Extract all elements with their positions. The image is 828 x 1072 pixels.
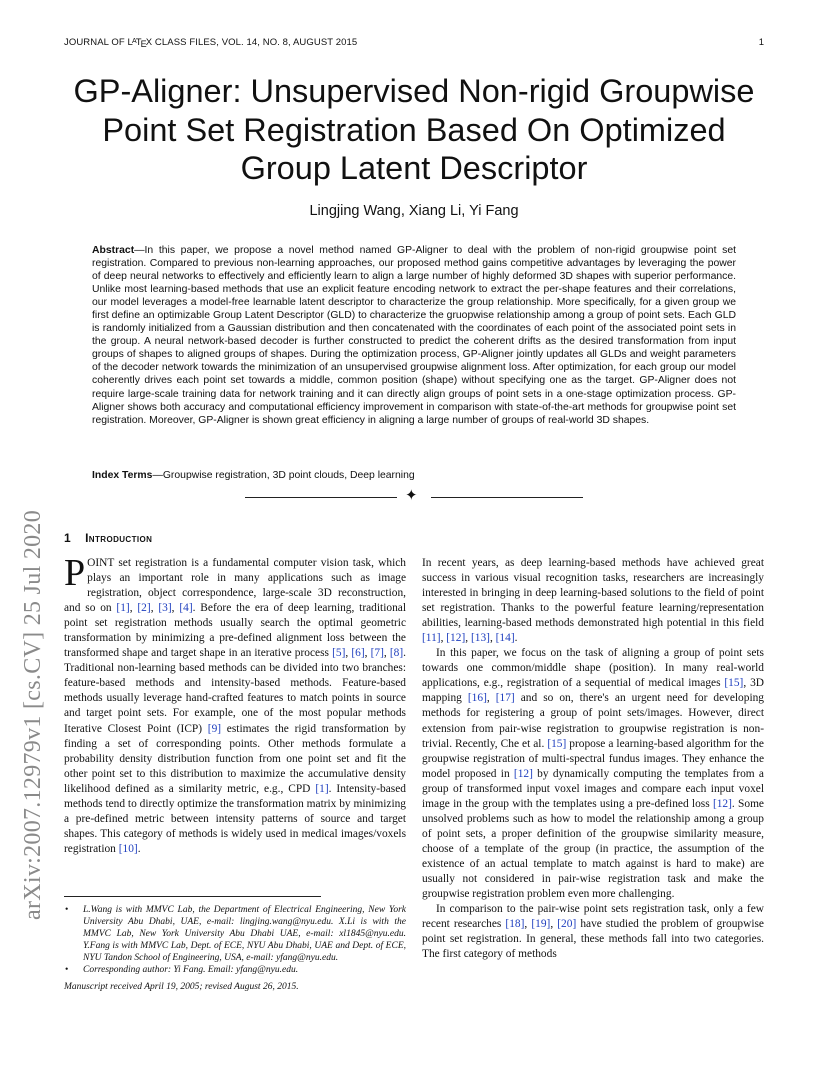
right-column bbox=[422, 556, 764, 962]
citation-link[interactable]: [15] bbox=[547, 737, 567, 750]
divider-star-icon: ✦ bbox=[405, 488, 418, 504]
index-terms-label: Index Terms bbox=[92, 470, 153, 481]
citation-link[interactable]: [6] bbox=[351, 647, 365, 660]
section-divider bbox=[245, 490, 585, 504]
abstract bbox=[92, 244, 736, 427]
intro-paragraph: POINT set registration is a fundamental computer vision task, which plays an important role in many applications such as image registration, object correspondence, large-scale 3D reconstruction, and so on [1], [2], [3], [4]. Before the era of deep learning, traditional point set registration methods usually search the optimal geometric transformation by minimizing a pre-defined alignment loss between the transformed shape and target shape in an iterative process [5], [6], [7], [8]. Traditional non-learning based methods can be divided into two branches: feature-based methods and intensity-based methods. Feature-based methods usually leverage hand-crafted features to match points in source and target point sets. For example, one of the most popular methods Iterative Closest Point (ICP) [9] estimates the rigid transformation by finding a set of corresponding points. Other methods formulate a probability density distribution function from one point set and fit the other point set to this distribution to maximize the accumulative density likelihood defined as a similarity metric, e.g., CPD [1]. Intensity-based methods tend to directly optimize the transformation matrix by minimizing a pre-defined metric between intensity patterns of source and target shapes. This category of methods is widely used in medical images/voxels registration [10]. bbox=[64, 552, 406, 855]
citation-link[interactable]: [16] bbox=[467, 692, 487, 705]
citation-link[interactable]: [12] bbox=[513, 767, 533, 780]
citation-link[interactable]: [10] bbox=[118, 842, 138, 855]
citation-link[interactable]: [14] bbox=[495, 632, 515, 645]
drop-cap: P bbox=[64, 552, 86, 594]
citation-link[interactable]: [7] bbox=[370, 647, 384, 660]
citation-link[interactable]: [12] bbox=[446, 632, 466, 645]
bullet-icon: • bbox=[65, 965, 69, 975]
citation-link[interactable]: [15] bbox=[724, 677, 744, 690]
footnote-rule bbox=[64, 896, 321, 897]
section-number: 1 bbox=[64, 531, 72, 545]
citation-link[interactable]: [5] bbox=[332, 647, 346, 660]
footnote-affiliations: • L.Wang is with MMVC Lab, the Department of Electrical Engineering, New York University Abu Dhabi, UAE, e-mail: lingjing.wang@nyu.edu. X.Li is with the MMVC Lab, New York University Abu Dhabi UAE, e-mail: xl1845@nyu.edu. Y.Fang is with MMVC Lab, Dept. of ECE, NYU Abu Dhabi, UAE and Dept. of ECE, NYU Tandon School of Engineering, USA, e-mail: yfang@nyu.edu. bbox=[65, 905, 406, 963]
left-column bbox=[64, 552, 406, 857]
body-paragraph: In comparison to the pair-wise point sets registration task, only a few recent researches [18], [19], [20] have studied the problem of groupwise point set registration. In general, these methods fall into two categories. The first category of methods bbox=[422, 903, 764, 961]
citation-link[interactable]: [20] bbox=[557, 918, 577, 931]
index-terms bbox=[92, 470, 736, 481]
citation-link[interactable]: [8] bbox=[389, 647, 404, 660]
page-number: 1 bbox=[758, 37, 764, 48]
citation-link[interactable]: [9] bbox=[207, 722, 222, 735]
citation-link[interactable]: [2] bbox=[137, 602, 151, 615]
citation-link[interactable]: [1] bbox=[315, 782, 329, 795]
divider-line-right bbox=[431, 497, 583, 498]
citation-link[interactable]: [11] bbox=[422, 632, 441, 645]
footnotes bbox=[64, 904, 406, 993]
body-paragraph: In this paper, we focus on the task of aligning a group of point sets towards one common/middle shape (position). In many real-world applications, e.g., registration of a sequential of medical images [15], 3D mapping [16], [17] and so on, there's an urgent need for developing methods for registering a group of point sets/images. However, direct extension from pair-wise registration to groupwise registration is non-trivial. Recently, Che et al. [15] propose a learning-based algorithm for the groupwise registration of multi-spectral fundus images. They enhance the model proposed in [12] by dynamically computing the templates from a group of transformed input voxel images and compare each input voxel image in the group with the templates using a pre-defined loss [12]. Some unsolved problems such as how to model the relationship among a group of point sets, a proper definition of the groupwise similarity measure, choose of a template of the group (in practice, the assumption of the existence of an actual template to match against is hard to make) are usually not considered in pair-wise registration task and make the groupwise registration problem even more challenging. bbox=[422, 647, 765, 901]
citation-link[interactable]: [3] bbox=[158, 602, 172, 615]
body-paragraph: In recent years, as deep learning-based methods have achieved great success in various visual recognition tasks, researchers are increasingly interested in bringing in deep learning-based solutions to the field of point set registration. Thanks to the powerful feature learning/representation abilities, learning-based methods demonstrated high potential in this field [11], [12], [13], [14]. bbox=[422, 557, 764, 645]
footnote-corresponding-author: • Corresponding author: Yi Fang. Email: yfang@nyu.edu. bbox=[65, 965, 299, 975]
paper-title: GP-Aligner: Unsupervised Non-rigid Groupwise Point Set Registration Based On Optimized Group Latent Descriptor bbox=[73, 73, 755, 186]
citation-link[interactable]: [1] bbox=[116, 602, 130, 615]
citation-link[interactable]: [13] bbox=[470, 632, 490, 645]
section-heading bbox=[64, 531, 152, 545]
bullet-icon: • bbox=[65, 905, 69, 915]
manuscript-dates: Manuscript received April 19, 2005; revised August 26, 2015. bbox=[64, 982, 299, 992]
citation-link[interactable]: [12] bbox=[712, 797, 732, 810]
divider-line-left bbox=[245, 497, 397, 498]
citation-link[interactable]: [19] bbox=[531, 918, 551, 931]
index-terms-text: —Groupwise registration, 3D point clouds, Deep learning bbox=[152, 470, 415, 481]
author-list: Lingjing Wang, Xiang Li, Yi Fang bbox=[309, 203, 519, 219]
abstract-text: —In this paper, we propose a novel method named GP-Aligner to deal with the problem of non-rigid groupwise point set registration. Compared to previous non-learning approaches, our proposed method gains competitive advantages by leveraging the power of deep neural networks to effectively and efficiently learn to align a large number of highly deformed 3D shapes with superior performance. Unlike most learning-based methods that use an explicit feature encoding network to extract the per-shape features and their correlations, our model leverages a model-free learnable latent descriptor to characterize the group relationship. More specifically, for a given group we first define an optimizable Group Latent Descriptor (GLD) to characterize the gruopwise relationship among a group of point sets. Each GLD is randomly initialized from a Gaussian distribution and then concatenated with the coordinates of each point of the associated point sets in the group. A neural network-based decoder is further constructed to predict the coherent drifts as the desired transformation from input groups of shapes to aligned groups of shapes. During the optimization process, GP-Aligner jointly updates all GLDs and weight parameters of the decoder network towards the minimization of an unsupervised groupwise alignment loss. After optimization, for each group our model coherently drives each point set towards a middle, common position (shape) without specifying one as the target. GP-Aligner does not require large-scale training data for network training and it can directly align groups of point sets in a one-stage optimization process. GP-Aligner shows both accuracy and computational efficiency improvement in comparison with state-of-the-art methods for groupwise point set registration. Moreover, GP-Aligner is shown great efficiency in aligning a large number of groups of real-world 3D shapes. bbox=[92, 245, 736, 426]
citation-link[interactable]: [4] bbox=[179, 602, 193, 615]
citation-link[interactable]: [17] bbox=[495, 692, 515, 705]
abstract-label: Abstract bbox=[92, 245, 135, 256]
arxiv-identifier: arXiv:2007.12979v1 [cs.CV] 25 Jul 2020 bbox=[20, 509, 46, 920]
running-header: JOURNAL OF $L^ATEX$ CLASS FILES, VOL. 14, NO. 8, AUGUST 2015 bbox=[64, 37, 358, 49]
citation-link[interactable]: [18] bbox=[505, 918, 525, 931]
section-title: Introduction bbox=[85, 531, 153, 545]
